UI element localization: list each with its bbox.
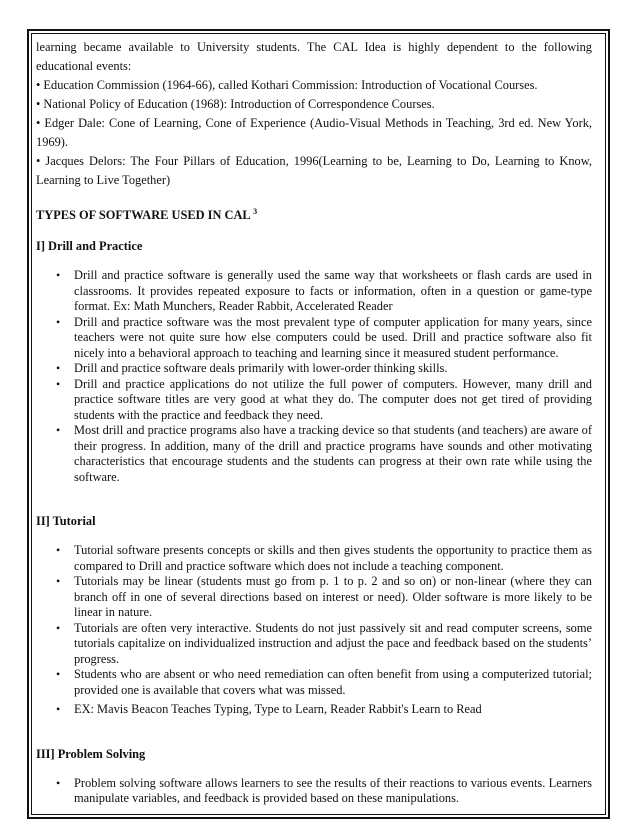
list-item: • Problem solving software allows learners to see the results of their reactions to various events. Learners manipulate variables, and feedback is provided based on these manipulations. — [36, 776, 592, 807]
document-body — [36, 38, 592, 807]
list-item: • Drill and practice applications do not utilize the full power of computers. However, many drill and practice software titles are very good at what they do. The computer does not get tired of providing students with the practice and feedback they need. — [36, 377, 592, 424]
list-item: • Tutorial software presents concepts or skills and then gives students the opportunity to practice them as compared to Drill and practice software which does not include a teaching component. — [36, 543, 592, 574]
list-item: • Tutorials may be linear (students must go from p. 1 to p. 2 and so on) or non-linear (where they can branch off in one of several directions based on interest or need). Older software is more likely to be linear in nature. — [36, 574, 592, 621]
types-footnote: 3 — [253, 207, 258, 216]
list-item: • Drill and practice software deals primarily with lower-order thinking skills. — [36, 361, 592, 377]
intro-event-1: • Education Commission (1964-66), called Kothari Commission: Introduction of Vocational Courses. — [36, 78, 538, 92]
tutorial-bullet-list — [36, 543, 592, 718]
list-item: • Students who are absent or who need remediation can often benefit from using a computerized tutorial; provided one is available that covers what was missed. — [36, 667, 592, 698]
intro-event-3: • Edger Dale: Cone of Learning, Cone of Experience (Audio-Visual Methods in Teaching, 3rd ed. New York, 1969). — [36, 116, 592, 149]
list-item: • Drill and practice software was the most prevalent type of computer application for many years, since teachers were not quite sure how else computers could be used. Drill and practice software also fit nicely into a behavioral approach to teaching and learning since it measured student performance. — [36, 315, 592, 362]
section-heading-tutorial: II] Tutorial — [36, 514, 96, 529]
intro-event-4: • Jacques Delors: The Four Pillars of Education, 1996(Learning to be, Learning to Do, Learning to Know, Learning to Live Together) — [36, 154, 592, 187]
problem-solving-bullet-list — [36, 776, 592, 807]
list-item: • Tutorials are often very interactive. Students do not just passively sit and read computer screens, some tutorials capitalize on individualized instruction and adjust the pace and feedback based on the students’ progress. — [36, 621, 592, 668]
section-heading-drill: I] Drill and Practice — [36, 239, 143, 254]
list-item: • EX: Mavis Beacon Teaches Typing, Type to Learn, Reader Rabbit's Learn to Read — [36, 702, 592, 718]
intro-event-2: • National Policy of Education (1968): Introduction of Correspondence Courses. — [36, 97, 435, 111]
drill-bullet-list — [36, 268, 592, 485]
types-heading-text: TYPES OF SOFTWARE USED IN CAL — [36, 208, 251, 223]
intro-paragraph: learning became available to University students. The CAL Idea is highly dependent to the following educational events: — [36, 40, 592, 73]
list-item: • Drill and practice software is generally used the same way that worksheets or flash cards are used in classrooms. It provides repeated exposure to facts or information, often in a question or game-type format. Ex: Math Munchers, Reader Rabbit, Accelerated Reader — [36, 268, 592, 315]
list-item: • Most drill and practice programs also have a tracking device so that students (and teachers) are aware of their progress. In addition, many of the drill and practice programs have sounds and other motivating characteristics that encourage students and the students can progress at their own rate while using the software. — [36, 423, 592, 485]
section-heading-problem-solving: III] Problem Solving — [36, 746, 146, 761]
types-heading — [36, 203, 592, 224]
